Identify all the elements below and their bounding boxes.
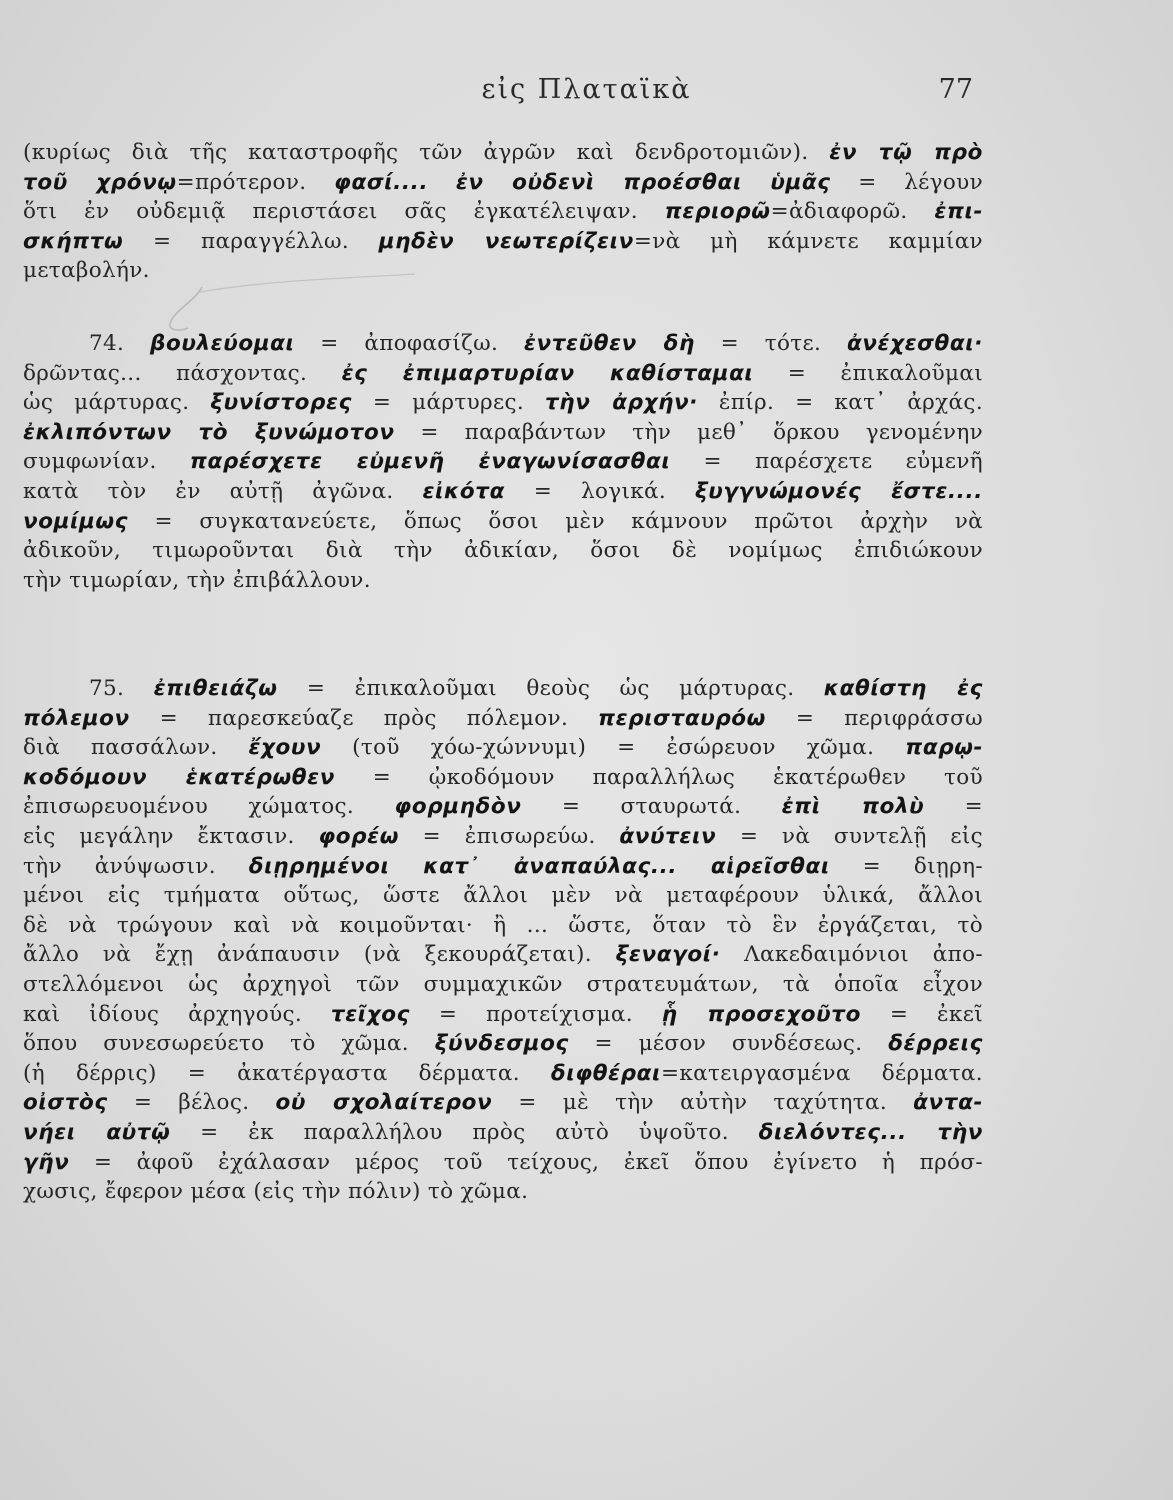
lemma-term: οὐ σχολαίτερον	[275, 1090, 493, 1116]
text-line	[23, 197, 983, 227]
lemma-term: ᾗ προσεχοῦτο	[661, 1001, 861, 1027]
lemma-term: βουλεύομαι	[150, 331, 295, 356]
lemma-term: νήει αὐτῷ	[23, 1119, 171, 1145]
gloss-text: = ἐπικαλοῦμαι θεοὺς ὡς μάρτυρας.	[277, 676, 824, 701]
text-line	[23, 792, 983, 822]
lemma-term: νομίμως	[23, 508, 129, 534]
gloss-text: κατὰ τὸν ἐν αὐτῇ ἀγῶνα.	[23, 478, 423, 504]
lemma-term: παρέσχετε εὐμενῆ ἐναγωνίσασθαι	[189, 449, 671, 475]
text-line	[23, 447, 983, 477]
gloss-text: = περιφράσσω	[765, 705, 983, 731]
gloss-text: χωσις, ἔφερον μέσα (εἰς τὴν πόλιν) τὸ χῶμα.	[23, 1179, 529, 1205]
gloss-text: δρῶντας... πάσχοντας.	[23, 360, 342, 386]
gloss-text: = μὲ τὴν αὐτὴν ταχύτητα.	[492, 1090, 914, 1116]
lemma-term: φορμηδὸν	[394, 794, 522, 820]
gloss-text: τὴν τιμωρίαν, τὴν ἐπιβάλλουν.	[23, 567, 371, 593]
lemma-term: φορέω	[318, 823, 399, 849]
text-line	[23, 536, 983, 566]
gloss-text: = νὰ συντελῇ εἰς	[716, 823, 984, 849]
gloss-text: =πρότερον.	[176, 169, 335, 195]
text-line	[23, 763, 983, 793]
text-line	[23, 674, 983, 704]
lemma-term: διφθέραι	[550, 1060, 661, 1086]
lemma-term: τοῦ χρόνῳ	[23, 169, 177, 195]
running-head	[0, 72, 1173, 108]
text-line	[23, 418, 983, 448]
gloss-text: = προτείχισμα.	[409, 1001, 662, 1027]
gloss-text: καὶ ἰδίους ἀρχηγούς.	[23, 1001, 331, 1027]
lemma-term: ἐντεῦθεν δὴ	[523, 331, 695, 356]
text-line	[23, 733, 983, 763]
gloss-text: = ἀποφασίζω.	[294, 331, 524, 356]
gloss-text: δὲ νὰ τρώγουν καὶ νὰ κοιμοῦνται· ἢ ... ὥστε, ὅταν τὸ ἓν ἐργάζεται, τὸ	[23, 912, 983, 938]
lemma-term: τὴν ἀρχήν·	[544, 390, 698, 416]
gloss-text: = παραγγέλλω.	[123, 228, 379, 254]
lemma-term: ἐκλιπόντων τὸ ξυνώμοτον	[23, 419, 395, 445]
text-line	[23, 329, 983, 359]
text-line	[23, 704, 983, 734]
text-line	[23, 1118, 983, 1148]
gloss-text: διὰ πασσάλων.	[23, 735, 249, 761]
lemma-term: μηδὲν νεωτερίζειν	[378, 228, 634, 254]
text-line	[23, 1000, 983, 1030]
lemma-term: φασί....	[334, 169, 429, 195]
text-line	[23, 1088, 983, 1118]
lemma-term: ξυνίστορες	[210, 390, 352, 416]
lemma-term: οἰστὸς	[23, 1090, 108, 1116]
lemma-term: τεῖχος	[330, 1001, 410, 1027]
gloss-text: 75.	[89, 676, 154, 701]
gloss-text: 74.	[89, 331, 150, 356]
gloss-text: ἄλλο νὰ ἔχῃ ἀνάπαυσιν (νὰ ξεκουράζεται).	[23, 942, 616, 968]
lemma-term: ἐν τῷ πρὸ	[829, 140, 984, 165]
gloss-text: εἰς μεγάλην ἔκτασιν.	[23, 823, 319, 849]
lemma-term: παρῳ-	[905, 735, 984, 761]
gloss-text: = μέσον συνδέσεως.	[568, 1031, 889, 1057]
gloss-text: = ἐκ παραλλήλου πρὸς αὐτὸ ὑψοῦτο.	[170, 1119, 759, 1145]
gloss-text: = παρεσκεύαζε πρὸς πόλεμον.	[129, 705, 599, 731]
gloss-text: = ἀφοῦ ἐχάλασαν μέρος τοῦ τείχους, ἐκεῖ ὅπου ἐγίνετο ἡ πρόσ-	[69, 1149, 983, 1175]
gloss-text: ὅτι ἐν οὐδεμιᾷ περιστάσει σᾶς ἐγκατέλειψαν.	[23, 199, 665, 225]
text-line	[23, 566, 983, 596]
lemma-term: σκήπτω	[23, 228, 124, 254]
lemma-term: διῃρημένοι κατ᾽ ἀναπαύλας... αἱρεῖσθαι	[248, 853, 830, 879]
running-title: εἰς Πλαταϊκὰ	[481, 74, 692, 105]
lemma-term: ἐπὶ πολὺ	[781, 794, 925, 820]
gloss-text: ἀδικοῦν, τιμωροῦνται διὰ τὴν ἀδικίαν, ὅσοι δὲ νομίμως ἐπιδιώκουν	[23, 538, 983, 564]
paragraph-75	[23, 674, 983, 1207]
text-line	[23, 477, 983, 507]
gloss-text: = διῃρη-	[829, 853, 983, 879]
text-line	[23, 138, 983, 168]
gloss-text: = ἐκεῖ	[860, 1001, 983, 1027]
gloss-text: =νὰ μὴ κάμνετε καμμίαν	[633, 228, 983, 254]
text-line	[23, 1059, 983, 1089]
text-line	[23, 822, 983, 852]
text-line	[23, 256, 983, 286]
lemma-term: δέρρεις	[888, 1031, 983, 1057]
gloss-text: τὴν ἀνύψωσιν.	[23, 853, 249, 879]
text-line	[23, 227, 983, 257]
gloss-text: = παραβάντων τὴν μεθ᾽ ὅρκου γενομένην	[394, 419, 983, 445]
gloss-text: ὡς μάρτυρας.	[23, 390, 211, 416]
gloss-text: ἐπίρ. = κατ᾽ ἀρχάς.	[698, 390, 983, 416]
gloss-text: = λογικά.	[504, 478, 695, 504]
lemma-term: διελόντες... τὴν	[758, 1119, 983, 1145]
gloss-text: ὅπου συνεσωρεύετο τὸ χῶμα.	[23, 1031, 435, 1057]
lemma-term: ἐν οὐδενὶ προέσθαι ὑμᾶς	[455, 169, 831, 195]
gloss-text: = βέλος.	[107, 1090, 276, 1116]
gloss-text: =κατειργασμένα δέρματα.	[660, 1060, 983, 1086]
lemma-term: ἐπιθειάζω	[153, 676, 278, 701]
text-line	[23, 168, 983, 198]
lemma-term: περισταυρόω	[598, 705, 766, 731]
lemma-term: περιορῶ	[664, 199, 771, 225]
gloss-text: = σταυρωτά.	[521, 794, 782, 820]
gloss-text: = ἐπισωρεύω.	[399, 823, 620, 849]
gloss-text	[428, 170, 456, 195]
page-number: 77	[938, 74, 973, 105]
gloss-text: Λακεδαιμόνιοι ἀπο-	[720, 942, 983, 968]
gloss-text: μεταβολήν.	[23, 258, 150, 284]
gloss-text: ἐπισωρευομένου χώματος.	[23, 794, 395, 820]
lemma-term: ἐς ἐπιμαρτυρίαν καθίσταμαι	[341, 360, 754, 386]
gloss-text: = ἐπικαλοῦμαι	[753, 360, 984, 386]
lemma-term: ἀνύτειν	[619, 823, 717, 849]
gloss-text: = παρέσχετε εὐμενῆ	[670, 449, 983, 475]
text-line	[23, 970, 983, 1000]
gloss-text: (ἡ δέρρις) = ἀκατέργαστα δέρματα.	[23, 1060, 551, 1086]
gloss-text: = λέγουν	[830, 169, 983, 195]
text-line	[23, 507, 983, 537]
text-line	[23, 881, 983, 911]
lemma-term: ἐπι-	[934, 199, 983, 225]
text-line	[23, 852, 983, 882]
gloss-text: = ᾠκοδόμουν παραλλήλως ἑκατέρωθεν τοῦ	[334, 764, 983, 790]
lemma-term: κοδόμουν ἑκατέρωθεν	[23, 764, 335, 790]
text-line	[23, 940, 983, 970]
text-line	[23, 911, 983, 941]
gloss-text: = συγκατανεύετε, ὅπως ὅσοι μὲν κάμνουν πρῶτοι ἀρχὴν νὰ	[128, 508, 983, 534]
gloss-text: στελλόμενοι ὡς ἀρχηγοὶ τῶν συμμαχικῶν στρατευμάτων, τὰ ὁποῖα εἶχον	[23, 971, 983, 997]
text-line	[23, 1029, 983, 1059]
lemma-term: ἔχουν	[248, 735, 322, 761]
lemma-term: εἰκότα	[422, 478, 505, 504]
text-line	[23, 388, 983, 418]
lemma-term: ξύνδεσμος	[434, 1031, 569, 1057]
text-line	[23, 1148, 983, 1178]
gloss-text: =ἀδιαφορῶ.	[770, 199, 935, 225]
lemma-term: ἀνέχεσθαι·	[846, 331, 983, 356]
gloss-text: μένοι εἰς τμήματα οὕτως, ὥστε ἄλλοι μὲν νὰ μεταφέρουν ὑλικά, ἄλλοι	[23, 883, 983, 909]
lemma-term: ξεναγοί·	[615, 942, 721, 968]
lemma-term: ξυγγνώμονές ἔστε....	[694, 478, 983, 504]
lemma-term: ἀντα-	[913, 1090, 983, 1116]
gloss-text: (κυρίως διὰ τῆς καταστροφῆς τῶν ἀγρῶν καὶ δενδροτομιῶν).	[23, 140, 830, 165]
lemma-term: γῆν	[23, 1149, 70, 1175]
gloss-text: συμφωνίαν.	[23, 449, 190, 475]
paragraph-74	[23, 329, 983, 595]
gloss-text: =	[924, 794, 983, 820]
paragraph-continuation	[23, 138, 983, 286]
gloss-text: = τότε.	[694, 331, 847, 356]
gloss-text: = μάρτυρες.	[351, 390, 545, 416]
text-line	[23, 359, 983, 389]
lemma-term: πόλεμον	[23, 705, 130, 731]
lemma-term: καθίστη ἐς	[823, 676, 983, 701]
gloss-text: (τοῦ χόω-χώννυμι) = ἐσώρευον χῶμα.	[321, 735, 906, 761]
text-line	[23, 1177, 983, 1207]
